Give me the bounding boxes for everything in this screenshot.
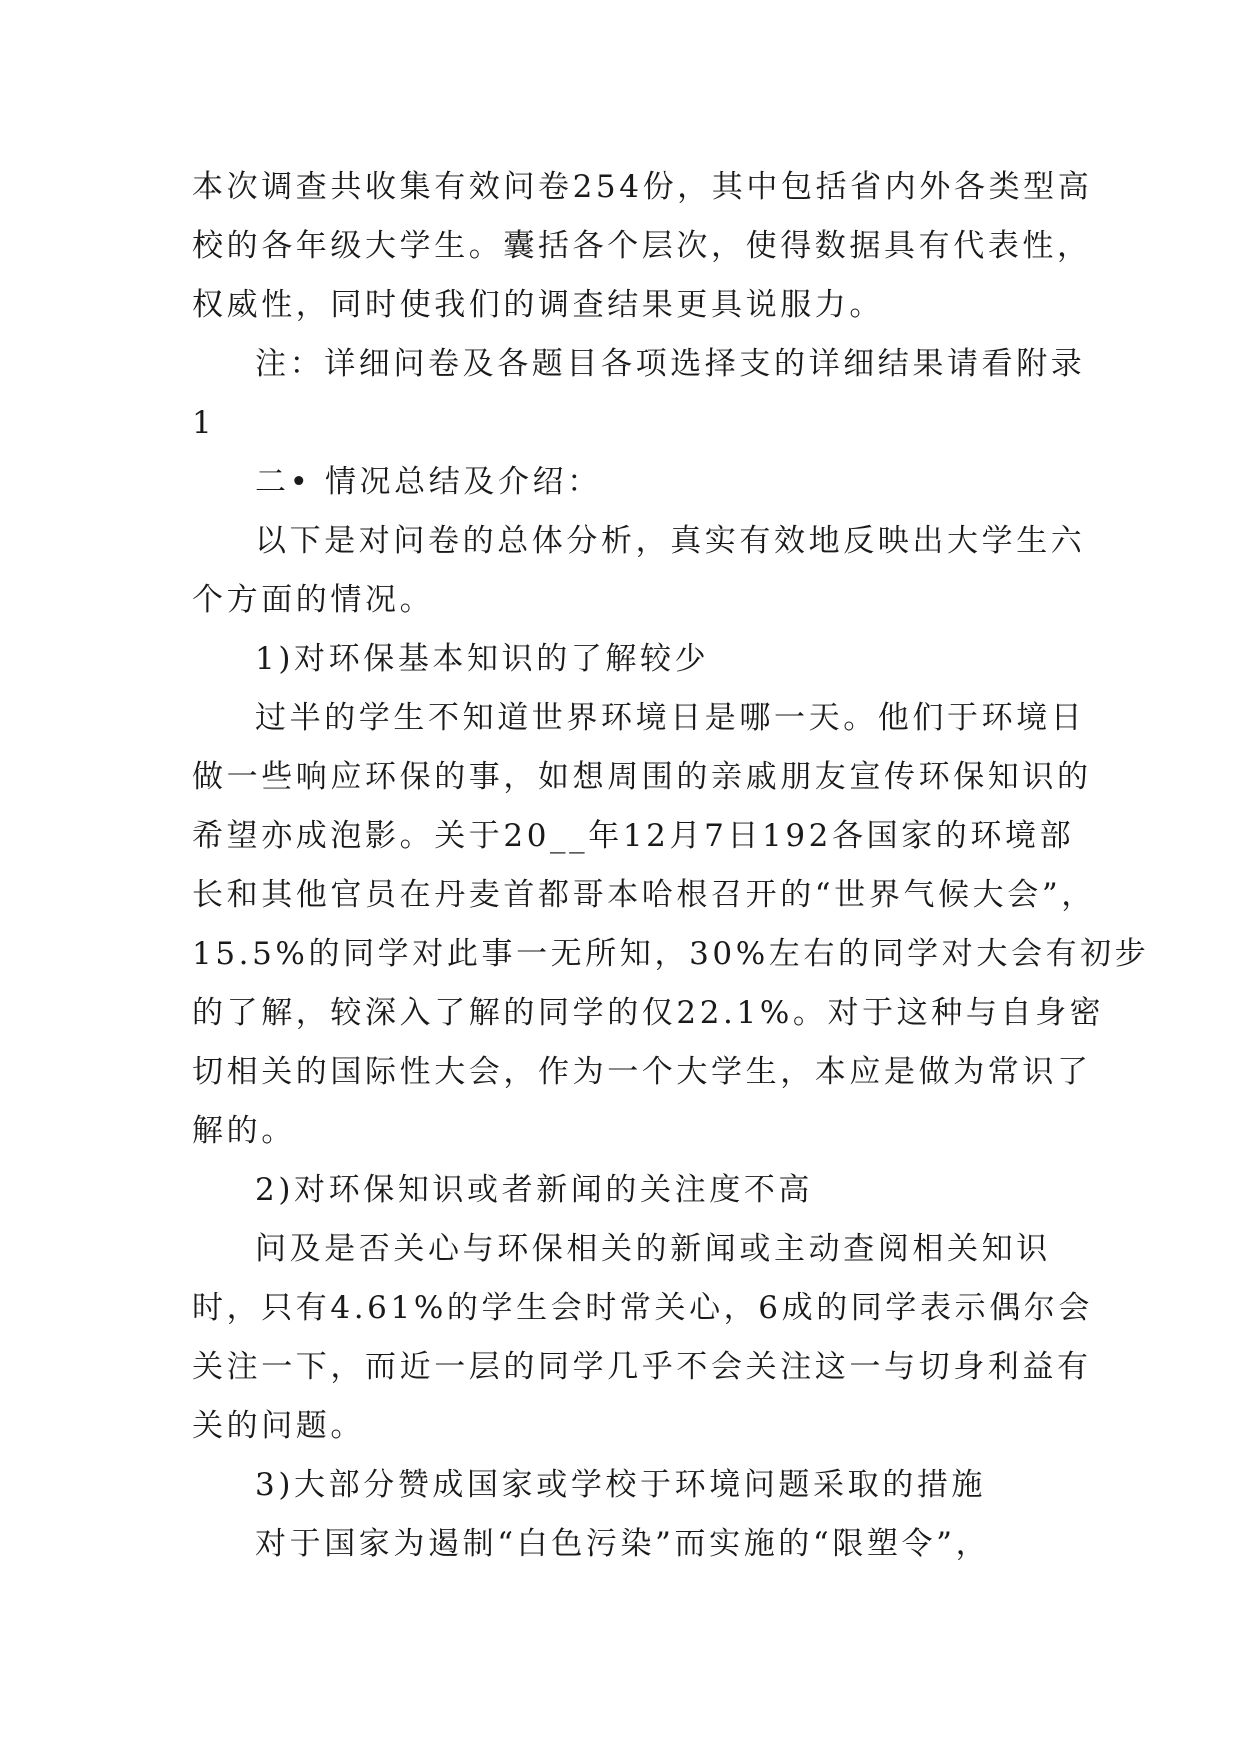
paragraph-line: 切相关的国际性大会，作为一个大学生，本应是做为常识了 [192,1054,1092,1090]
paragraph-line: 权威性，同时使我们的调查结果更具说服力。 [192,287,884,323]
paragraph-line: 过半的学生不知道世界环境日是哪一天。他们于环境日 [255,700,1086,736]
paragraph-line: 时，只有4.61%的学生会时常关心，6成的同学表示偶尔会 [192,1290,1093,1326]
paragraph-line: 校的各年级大学生。囊括各个层次，使得数据具有代表性， [192,228,1092,264]
subsection-heading: 1)对环保基本知识的了解较少 [255,641,710,677]
note-line: 注：详细问卷及各题目各项选择支的详细结果请看附录 [255,346,1086,382]
paragraph-line: 长和其他官员在丹麦首都哥本哈根召开的“世界气候大会”， [192,877,1096,913]
paragraph-line: 15.5%的同学对此事一无所知，30%左右的同学对大会有初步 [192,936,1150,972]
document-body [192,158,1150,1574]
subsection-heading: 3)大部分赞成国家或学校于环境问题采取的措施 [255,1467,987,1503]
paragraph-line: 做一些响应环保的事，如想周围的亲戚朋友宣传环保知识的 [192,759,1092,795]
paragraph-line: 希望亦成泡影。关于20__年12月7日192各国家的环境部 [192,818,1075,854]
paragraph-line: 本次调查共收集有效问卷254份，其中包括省内外各类型高 [192,169,1093,205]
paragraph-line: 关注一下，而近一层的同学几乎不会关注这一与切身利益有 [192,1349,1092,1385]
paragraph-line: 的了解，较深入了解的同学的仅22.1%。对于这种与自身密 [192,995,1105,1031]
paragraph-line: 关的问题。 [192,1408,365,1444]
section-heading: 二• 情况总结及介绍： [255,464,602,500]
subsection-heading: 2)对环保知识或者新闻的关注度不高 [255,1172,814,1208]
note-line: 1 [192,405,216,441]
paragraph-line: 以下是对问卷的总体分析，真实有效地反映出大学生六 [255,523,1086,559]
paragraph-line: 个方面的情况。 [192,582,435,618]
paragraph-line: 对于国家为遏制“白色污染”而实施的“限塑令”， [255,1526,991,1562]
paragraph-line: 问及是否关心与环保相关的新闻或主动查阅相关知识 [255,1231,1051,1267]
paragraph-line: 解的。 [192,1113,296,1149]
